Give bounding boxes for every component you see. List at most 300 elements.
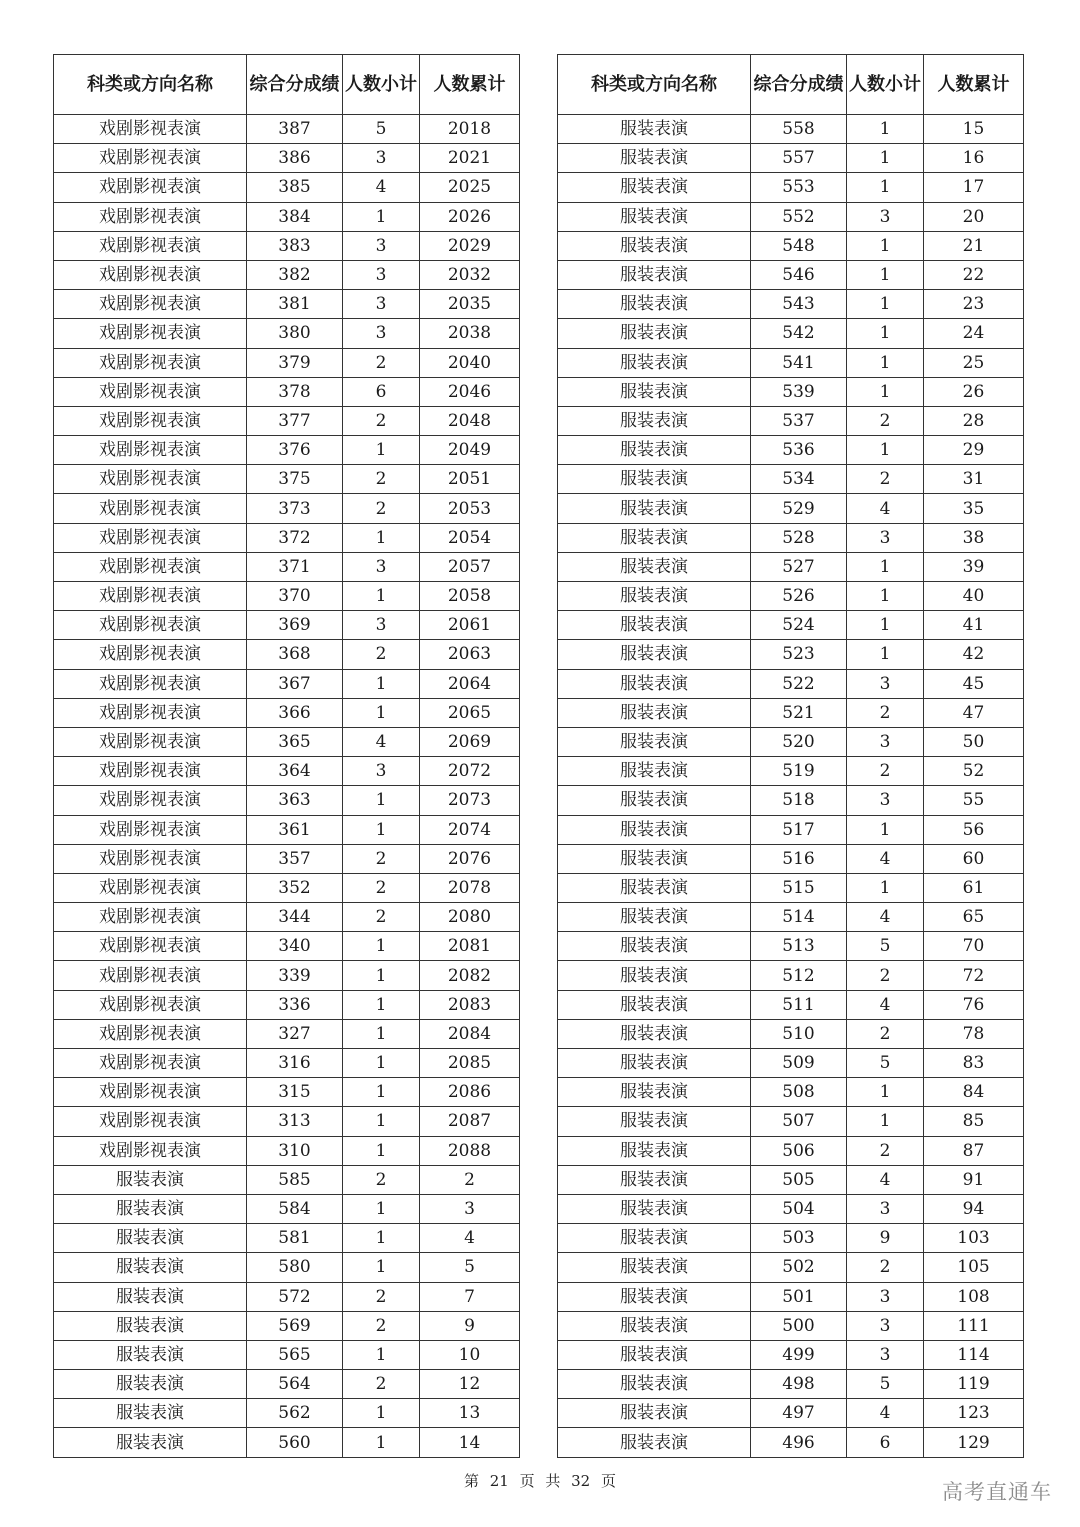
count-cell: 1	[343, 1049, 420, 1078]
score-cell: 513	[751, 932, 847, 961]
score-cell: 516	[751, 844, 847, 873]
category-cell: 服装表演	[54, 1253, 247, 1282]
table-row	[54, 1224, 520, 1253]
header-cumulative: 人数累计	[924, 55, 1024, 115]
count-cell: 3	[343, 552, 420, 581]
table-row	[54, 698, 520, 727]
category-cell: 服装表演	[558, 1399, 751, 1428]
category-cell: 服装表演	[558, 523, 751, 552]
count-cell: 1	[847, 582, 924, 611]
category-cell: 戏剧影视表演	[54, 523, 247, 552]
score-cell: 523	[751, 640, 847, 669]
category-cell: 戏剧影视表演	[54, 932, 247, 961]
count-cell: 1	[847, 552, 924, 581]
score-cell: 565	[247, 1340, 343, 1369]
watermark-text: 高考直通车	[942, 1480, 1052, 1504]
cumulative-cell: 60	[924, 844, 1024, 873]
score-cell: 542	[751, 319, 847, 348]
table-row	[558, 1399, 1024, 1428]
count-cell: 4	[343, 173, 420, 202]
category-cell: 服装表演	[54, 1165, 247, 1194]
score-table-right	[557, 54, 1024, 1458]
table-row	[54, 932, 520, 961]
cumulative-cell: 29	[924, 436, 1024, 465]
category-cell: 服装表演	[558, 903, 751, 932]
category-cell: 服装表演	[558, 1049, 751, 1078]
count-cell: 2	[343, 406, 420, 435]
score-cell: 558	[751, 115, 847, 144]
score-cell: 315	[247, 1078, 343, 1107]
score-cell: 365	[247, 727, 343, 756]
count-cell: 2	[343, 1165, 420, 1194]
category-cell: 服装表演	[558, 582, 751, 611]
score-cell: 327	[247, 1019, 343, 1048]
score-cell: 501	[751, 1282, 847, 1311]
table-row	[558, 961, 1024, 990]
category-cell: 服装表演	[558, 436, 751, 465]
count-cell: 1	[847, 640, 924, 669]
category-cell: 戏剧影视表演	[54, 815, 247, 844]
table-row	[54, 1078, 520, 1107]
category-cell: 服装表演	[558, 844, 751, 873]
table-row	[54, 1136, 520, 1165]
count-cell: 1	[343, 932, 420, 961]
count-cell: 2	[343, 903, 420, 932]
table-row	[558, 669, 1024, 698]
count-cell: 3	[847, 727, 924, 756]
category-cell: 服装表演	[54, 1399, 247, 1428]
count-cell: 3	[847, 523, 924, 552]
category-cell: 服装表演	[558, 1311, 751, 1340]
category-cell: 服装表演	[558, 406, 751, 435]
category-cell: 服装表演	[558, 1282, 751, 1311]
table-row	[54, 1107, 520, 1136]
cumulative-cell: 61	[924, 873, 1024, 902]
table-row	[558, 260, 1024, 289]
cumulative-cell: 2035	[420, 290, 520, 319]
cumulative-cell: 2025	[420, 173, 520, 202]
cumulative-cell: 26	[924, 377, 1024, 406]
score-cell: 510	[751, 1019, 847, 1048]
cumulative-cell: 3	[420, 1194, 520, 1223]
score-cell: 581	[247, 1224, 343, 1253]
count-cell: 1	[847, 144, 924, 173]
cumulative-cell: 2046	[420, 377, 520, 406]
header-score: 综合分成绩	[751, 55, 847, 115]
score-cell: 519	[751, 757, 847, 786]
table-row	[54, 290, 520, 319]
category-cell: 服装表演	[558, 990, 751, 1019]
cumulative-cell: 22	[924, 260, 1024, 289]
table-row	[54, 144, 520, 173]
count-cell: 1	[343, 523, 420, 552]
count-cell: 9	[847, 1224, 924, 1253]
count-cell: 4	[847, 903, 924, 932]
score-cell: 310	[247, 1136, 343, 1165]
table-row	[54, 1399, 520, 1428]
cumulative-cell: 85	[924, 1107, 1024, 1136]
category-cell: 服装表演	[558, 1107, 751, 1136]
header-category: 科类或方向名称	[54, 55, 247, 115]
category-cell: 戏剧影视表演	[54, 611, 247, 640]
table-row	[54, 757, 520, 786]
category-cell: 戏剧影视表演	[54, 319, 247, 348]
score-cell: 377	[247, 406, 343, 435]
count-cell: 3	[343, 260, 420, 289]
category-cell: 戏剧影视表演	[54, 377, 247, 406]
category-cell: 戏剧影视表演	[54, 173, 247, 202]
score-cell: 497	[751, 1399, 847, 1428]
cumulative-cell: 2051	[420, 465, 520, 494]
cumulative-cell: 4	[420, 1224, 520, 1253]
category-cell: 服装表演	[54, 1370, 247, 1399]
table-row	[54, 231, 520, 260]
score-cell: 584	[247, 1194, 343, 1223]
table-row	[54, 1194, 520, 1223]
table-row	[54, 319, 520, 348]
score-cell: 313	[247, 1107, 343, 1136]
category-cell: 戏剧影视表演	[54, 144, 247, 173]
count-cell: 1	[343, 669, 420, 698]
count-cell: 1	[847, 1078, 924, 1107]
category-cell: 戏剧影视表演	[54, 348, 247, 377]
category-cell: 戏剧影视表演	[54, 202, 247, 231]
count-cell: 5	[847, 932, 924, 961]
table-row	[558, 990, 1024, 1019]
score-cell: 528	[751, 523, 847, 552]
score-cell: 384	[247, 202, 343, 231]
table-row	[558, 377, 1024, 406]
count-cell: 1	[343, 1019, 420, 1048]
score-cell: 539	[751, 377, 847, 406]
count-cell: 2	[343, 873, 420, 902]
cumulative-cell: 2057	[420, 552, 520, 581]
count-cell: 1	[343, 961, 420, 990]
table-row	[54, 669, 520, 698]
count-cell: 1	[343, 1136, 420, 1165]
cumulative-cell: 87	[924, 1136, 1024, 1165]
cumulative-cell: 7	[420, 1282, 520, 1311]
category-cell: 戏剧影视表演	[54, 1019, 247, 1048]
category-cell: 戏剧影视表演	[54, 990, 247, 1019]
cumulative-cell: 119	[924, 1370, 1024, 1399]
table-header-row	[54, 55, 520, 115]
table-row	[54, 465, 520, 494]
category-cell: 戏剧影视表演	[54, 903, 247, 932]
cumulative-cell: 2088	[420, 1136, 520, 1165]
cumulative-cell: 108	[924, 1282, 1024, 1311]
cumulative-cell: 24	[924, 319, 1024, 348]
category-cell: 服装表演	[558, 815, 751, 844]
header-count: 人数小计	[343, 55, 420, 115]
category-cell: 服装表演	[558, 260, 751, 289]
cumulative-cell: 2054	[420, 523, 520, 552]
category-cell: 戏剧影视表演	[54, 640, 247, 669]
category-cell: 服装表演	[558, 1194, 751, 1223]
table-row	[558, 1107, 1024, 1136]
cumulative-cell: 2081	[420, 932, 520, 961]
cumulative-cell: 2	[420, 1165, 520, 1194]
cumulative-cell: 2058	[420, 582, 520, 611]
table-row	[558, 494, 1024, 523]
score-cell: 508	[751, 1078, 847, 1107]
cumulative-cell: 45	[924, 669, 1024, 698]
table-row	[558, 1224, 1024, 1253]
score-cell: 506	[751, 1136, 847, 1165]
table-row	[558, 1136, 1024, 1165]
score-cell: 387	[247, 115, 343, 144]
cumulative-cell: 2080	[420, 903, 520, 932]
count-cell: 3	[343, 611, 420, 640]
category-cell: 戏剧影视表演	[54, 698, 247, 727]
score-cell: 339	[247, 961, 343, 990]
score-cell: 340	[247, 932, 343, 961]
cumulative-cell: 16	[924, 144, 1024, 173]
table-row	[558, 1049, 1024, 1078]
count-cell: 4	[847, 1399, 924, 1428]
category-cell: 戏剧影视表演	[54, 582, 247, 611]
score-cell: 526	[751, 582, 847, 611]
count-cell: 1	[343, 1428, 420, 1457]
cumulative-cell: 2082	[420, 961, 520, 990]
count-cell: 4	[343, 727, 420, 756]
cumulative-cell: 94	[924, 1194, 1024, 1223]
count-cell: 1	[343, 1340, 420, 1369]
cumulative-cell: 2032	[420, 260, 520, 289]
count-cell: 1	[343, 202, 420, 231]
count-cell: 6	[343, 377, 420, 406]
count-cell: 2	[847, 1253, 924, 1282]
table-row	[558, 757, 1024, 786]
cumulative-cell: 111	[924, 1311, 1024, 1340]
table-row	[54, 990, 520, 1019]
score-cell: 370	[247, 582, 343, 611]
category-cell: 戏剧影视表演	[54, 260, 247, 289]
score-cell: 352	[247, 873, 343, 902]
score-cell: 316	[247, 1049, 343, 1078]
score-cell: 543	[751, 290, 847, 319]
count-cell: 1	[343, 1078, 420, 1107]
table-row	[54, 115, 520, 144]
page-number-footer: 第 21 页 共 32 页	[463, 1472, 616, 1490]
category-cell: 服装表演	[558, 1019, 751, 1048]
score-cell: 499	[751, 1340, 847, 1369]
category-cell: 服装表演	[54, 1194, 247, 1223]
score-cell: 552	[751, 202, 847, 231]
count-cell: 1	[343, 698, 420, 727]
table-body-left	[54, 115, 520, 1458]
count-cell: 1	[343, 815, 420, 844]
score-table-left	[53, 54, 520, 1458]
category-cell: 戏剧影视表演	[54, 406, 247, 435]
category-cell: 服装表演	[558, 1224, 751, 1253]
header-count: 人数小计	[847, 55, 924, 115]
table-row	[558, 640, 1024, 669]
table-row	[558, 173, 1024, 202]
category-cell: 服装表演	[558, 1370, 751, 1399]
cumulative-cell: 55	[924, 786, 1024, 815]
category-cell: 服装表演	[558, 115, 751, 144]
score-cell: 509	[751, 1049, 847, 1078]
table-row	[54, 202, 520, 231]
table-row	[54, 903, 520, 932]
score-cell: 564	[247, 1370, 343, 1399]
category-cell: 戏剧影视表演	[54, 873, 247, 902]
category-cell: 戏剧影视表演	[54, 844, 247, 873]
cumulative-cell: 13	[420, 1399, 520, 1428]
count-cell: 1	[343, 582, 420, 611]
cumulative-cell: 25	[924, 348, 1024, 377]
table-row	[54, 1019, 520, 1048]
category-cell: 戏剧影视表演	[54, 1136, 247, 1165]
category-cell: 戏剧影视表演	[54, 786, 247, 815]
category-cell: 戏剧影视表演	[54, 290, 247, 319]
count-cell: 3	[343, 290, 420, 319]
category-cell: 服装表演	[54, 1428, 247, 1457]
category-cell: 服装表演	[558, 290, 751, 319]
cumulative-cell: 114	[924, 1340, 1024, 1369]
table-row	[54, 436, 520, 465]
count-cell: 6	[847, 1428, 924, 1457]
cumulative-cell: 2021	[420, 144, 520, 173]
table-row	[558, 465, 1024, 494]
cumulative-cell: 76	[924, 990, 1024, 1019]
cumulative-cell: 42	[924, 640, 1024, 669]
cumulative-cell: 2065	[420, 698, 520, 727]
cumulative-cell: 2018	[420, 115, 520, 144]
score-cell: 382	[247, 260, 343, 289]
category-cell: 服装表演	[558, 552, 751, 581]
score-cell: 546	[751, 260, 847, 289]
cumulative-cell: 15	[924, 115, 1024, 144]
table-row	[54, 815, 520, 844]
table-row	[54, 1282, 520, 1311]
count-cell: 1	[343, 1253, 420, 1282]
table-row	[54, 1428, 520, 1457]
count-cell: 3	[847, 202, 924, 231]
cumulative-cell: 14	[420, 1428, 520, 1457]
category-cell: 服装表演	[558, 348, 751, 377]
category-cell: 服装表演	[558, 1078, 751, 1107]
score-cell: 380	[247, 319, 343, 348]
cumulative-cell: 38	[924, 523, 1024, 552]
cumulative-cell: 23	[924, 290, 1024, 319]
cumulative-cell: 2063	[420, 640, 520, 669]
cumulative-cell: 39	[924, 552, 1024, 581]
category-cell: 服装表演	[558, 611, 751, 640]
category-cell: 戏剧影视表演	[54, 465, 247, 494]
count-cell: 3	[343, 319, 420, 348]
cumulative-cell: 2029	[420, 231, 520, 260]
score-cell: 557	[751, 144, 847, 173]
score-cell: 366	[247, 698, 343, 727]
category-cell: 戏剧影视表演	[54, 757, 247, 786]
table-row	[54, 406, 520, 435]
score-cell: 511	[751, 990, 847, 1019]
score-cell: 386	[247, 144, 343, 173]
cumulative-cell: 2086	[420, 1078, 520, 1107]
category-cell: 服装表演	[54, 1340, 247, 1369]
count-cell: 2	[343, 1282, 420, 1311]
score-cell: 580	[247, 1253, 343, 1282]
count-cell: 2	[847, 698, 924, 727]
table-row	[558, 319, 1024, 348]
score-cell: 553	[751, 173, 847, 202]
cumulative-cell: 72	[924, 961, 1024, 990]
count-cell: 1	[847, 319, 924, 348]
cumulative-cell: 2061	[420, 611, 520, 640]
table-row	[54, 1253, 520, 1282]
score-cell: 503	[751, 1224, 847, 1253]
score-cell: 560	[247, 1428, 343, 1457]
cumulative-cell: 2074	[420, 815, 520, 844]
header-score: 综合分成绩	[247, 55, 343, 115]
count-cell: 1	[847, 377, 924, 406]
score-cell: 534	[751, 465, 847, 494]
cumulative-cell: 9	[420, 1311, 520, 1340]
score-cell: 524	[751, 611, 847, 640]
cumulative-cell: 83	[924, 1049, 1024, 1078]
table-row	[558, 406, 1024, 435]
count-cell: 1	[847, 611, 924, 640]
category-cell: 服装表演	[54, 1282, 247, 1311]
count-cell: 1	[847, 173, 924, 202]
score-cell: 344	[247, 903, 343, 932]
table-row	[54, 348, 520, 377]
table-row	[54, 1340, 520, 1369]
table-row	[54, 1311, 520, 1340]
category-cell: 戏剧影视表演	[54, 436, 247, 465]
table-row	[558, 1282, 1024, 1311]
count-cell: 2	[343, 640, 420, 669]
table-row	[54, 1165, 520, 1194]
category-cell: 服装表演	[558, 873, 751, 902]
score-cell: 498	[751, 1370, 847, 1399]
count-cell: 2	[343, 494, 420, 523]
count-cell: 2	[343, 465, 420, 494]
score-cell: 541	[751, 348, 847, 377]
score-cell: 357	[247, 844, 343, 873]
cumulative-cell: 41	[924, 611, 1024, 640]
count-cell: 1	[847, 815, 924, 844]
score-cell: 514	[751, 903, 847, 932]
cumulative-cell: 84	[924, 1078, 1024, 1107]
score-cell: 373	[247, 494, 343, 523]
score-cell: 381	[247, 290, 343, 319]
count-cell: 5	[343, 115, 420, 144]
table-row	[54, 260, 520, 289]
count-cell: 2	[343, 844, 420, 873]
count-cell: 1	[847, 873, 924, 902]
cumulative-cell: 2078	[420, 873, 520, 902]
cumulative-cell: 91	[924, 1165, 1024, 1194]
count-cell: 5	[847, 1049, 924, 1078]
table-row	[558, 231, 1024, 260]
count-cell: 1	[847, 260, 924, 289]
category-cell: 服装表演	[558, 1136, 751, 1165]
cumulative-cell: 50	[924, 727, 1024, 756]
score-cell: 375	[247, 465, 343, 494]
table-row	[54, 786, 520, 815]
count-cell: 3	[847, 1311, 924, 1340]
table-row	[558, 348, 1024, 377]
category-cell: 戏剧影视表演	[54, 669, 247, 698]
score-cell: 522	[751, 669, 847, 698]
table-row	[558, 552, 1024, 581]
header-category: 科类或方向名称	[558, 55, 751, 115]
category-cell: 服装表演	[558, 932, 751, 961]
table-row	[54, 173, 520, 202]
